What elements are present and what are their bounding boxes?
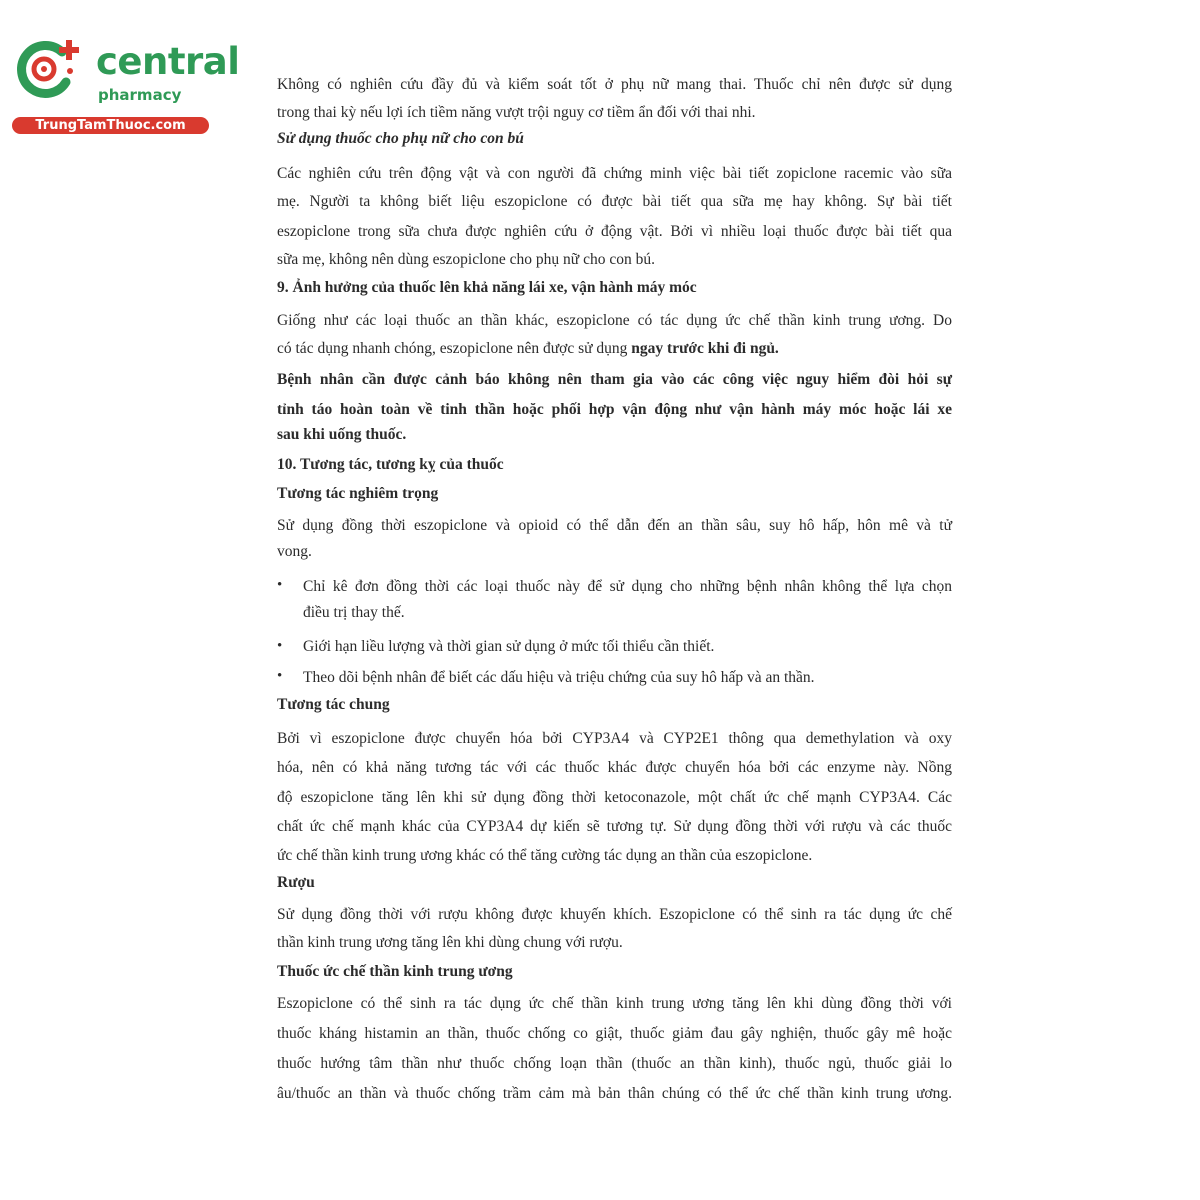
paragraph-line: Các nghiên cứu trên động vật và con người đã chứng minh việc bài tiết zopiclone racemic vào sữa xyxy=(277,165,952,182)
paragraph-line: Sử dụng đồng thời với rượu không được khuyến khích. Eszopiclone có thể sinh ra tác dụng ức chế xyxy=(277,906,952,923)
paragraph-line: Sử dụng đồng thời eszopiclone và opioid có thể dẫn đến an thần sâu, suy hô hấp, hôn mê và tử xyxy=(277,517,952,534)
brand-website[interactable]: TrungTamThuoc.com xyxy=(12,117,209,134)
bullet-item: Chỉ kê đơn đồng thời các loại thuốc này để sử dụng cho những bệnh nhân không thể lựa chọn xyxy=(303,578,952,595)
section-heading: 10. Tương tác, tương kỵ của thuốc xyxy=(277,456,504,473)
paragraph-line: Không có nghiên cứu đầy đủ và kiểm soát tốt ở phụ nữ mang thai. Thuốc chỉ nên được sử dụng xyxy=(277,76,952,93)
pharmacy-logo[interactable] xyxy=(10,36,240,136)
paragraph-line: eszopiclone trong sữa chưa được nghiên cứu ở động vật. Bởi vì nhiều loại thuốc được bài tiết qua xyxy=(277,223,952,240)
subsection-heading: Thuốc ức chế thần kinh trung ương xyxy=(277,963,513,980)
warning-line: Bệnh nhân cần được cảnh báo không nên tham gia vào các công việc nguy hiểm đòi hỏi sự xyxy=(277,371,952,388)
bullet-item: điều trị thay thế. xyxy=(303,604,405,621)
subsection-heading: Rượu xyxy=(277,874,315,891)
paragraph-line: Giống như các loại thuốc an thần khác, eszopiclone có tác dụng ức chế thần kinh trung ương. Do xyxy=(277,312,952,329)
paragraph-line: Eszopiclone có thể sinh ra tác dụng ức chế thần kinh trung ương tăng lên khi dùng đồng thời với xyxy=(277,995,952,1012)
paragraph-line: trong thai kỳ nếu lợi ích tiềm năng vượt trội nguy cơ tiềm ẩn đối với thai nhi. xyxy=(277,104,756,121)
pharmacy-cross-icon xyxy=(10,38,88,100)
brand-subtitle: pharmacy xyxy=(98,86,182,104)
emphasis-text: ngay trước khi đi ngủ. xyxy=(631,340,779,357)
section-heading: 9. Ảnh hưởng của thuốc lên khả năng lái xe, vận hành máy móc xyxy=(277,279,697,296)
bullet-marker: • xyxy=(277,638,283,654)
paragraph-line: mẹ. Người ta không biết liệu eszopiclone có được bài tiết qua sữa mẹ hay không. Sự bài tiết xyxy=(277,193,952,210)
paragraph-line: độ eszopiclone tăng lên khi sử dụng đồng thời ketoconazole, một chất ức chế mạnh CYP3A4. Các xyxy=(277,789,952,806)
paragraph-line: âu/thuốc an thần và thuốc chống trầm cảm mà bản thân chúng có thể ức chế thần kinh trung ương. xyxy=(277,1085,952,1102)
paragraph-line: sữa mẹ, không nên dùng eszopiclone cho phụ nữ cho con bú. xyxy=(277,251,655,268)
bullet-marker: • xyxy=(277,668,283,684)
paragraph-line: thần kinh trung ương tăng lên khi dùng chung với rượu. xyxy=(277,934,623,951)
subsection-heading: Tương tác nghiêm trọng xyxy=(277,485,439,502)
paragraph-line: thuốc hướng tâm thần như thuốc chống loạn thần (thuốc an thần kinh), thuốc ngủ, thuốc giải lo xyxy=(277,1055,952,1072)
bullet-item: Theo dõi bệnh nhân để biết các dấu hiệu và triệu chứng của suy hô hấp và an thần. xyxy=(303,669,815,686)
paragraph-line: chất ức chế mạnh khác của CYP3A4 dự kiến sẽ tương tự. Sử dụng đồng thời với rượu và các thuốc xyxy=(277,818,952,835)
paragraph-line: ức chế thần kinh trung ương khác có thể tăng cường tác dụng an thần của eszopiclone. xyxy=(277,847,813,864)
section-heading: Sử dụng thuốc cho phụ nữ cho con bú xyxy=(277,130,524,147)
paragraph-text: có tác dụng nhanh chóng, eszopiclone nên được sử dụng xyxy=(277,340,632,357)
paragraph-line: vong. xyxy=(277,543,312,560)
bullet-marker: • xyxy=(277,577,283,593)
warning-line: tỉnh táo hoàn toàn về tinh thần hoặc phối hợp vận động như vận hành máy móc hoặc lái xe xyxy=(277,401,952,418)
paragraph-line xyxy=(277,339,952,359)
brand-name: central xyxy=(96,40,240,83)
warning-line: sau khi uống thuốc. xyxy=(277,426,407,443)
subsection-heading: Tương tác chung xyxy=(277,696,390,713)
bullet-item: Giới hạn liều lượng và thời gian sử dụng ở mức tối thiểu cần thiết. xyxy=(303,638,715,655)
paragraph-line: thuốc kháng histamin an thần, thuốc chống co giật, thuốc giảm đau gây nghiện, thuốc gây mê hoặc xyxy=(277,1025,952,1042)
paragraph-line: hóa, nên có khả năng tương tác với các thuốc khác được chuyển hóa bởi các enzyme này. Nồng xyxy=(277,759,952,776)
paragraph-line: Bởi vì eszopiclone được chuyển hóa bởi CYP3A4 và CYP2E1 thông qua demethylation và oxy xyxy=(277,730,952,747)
